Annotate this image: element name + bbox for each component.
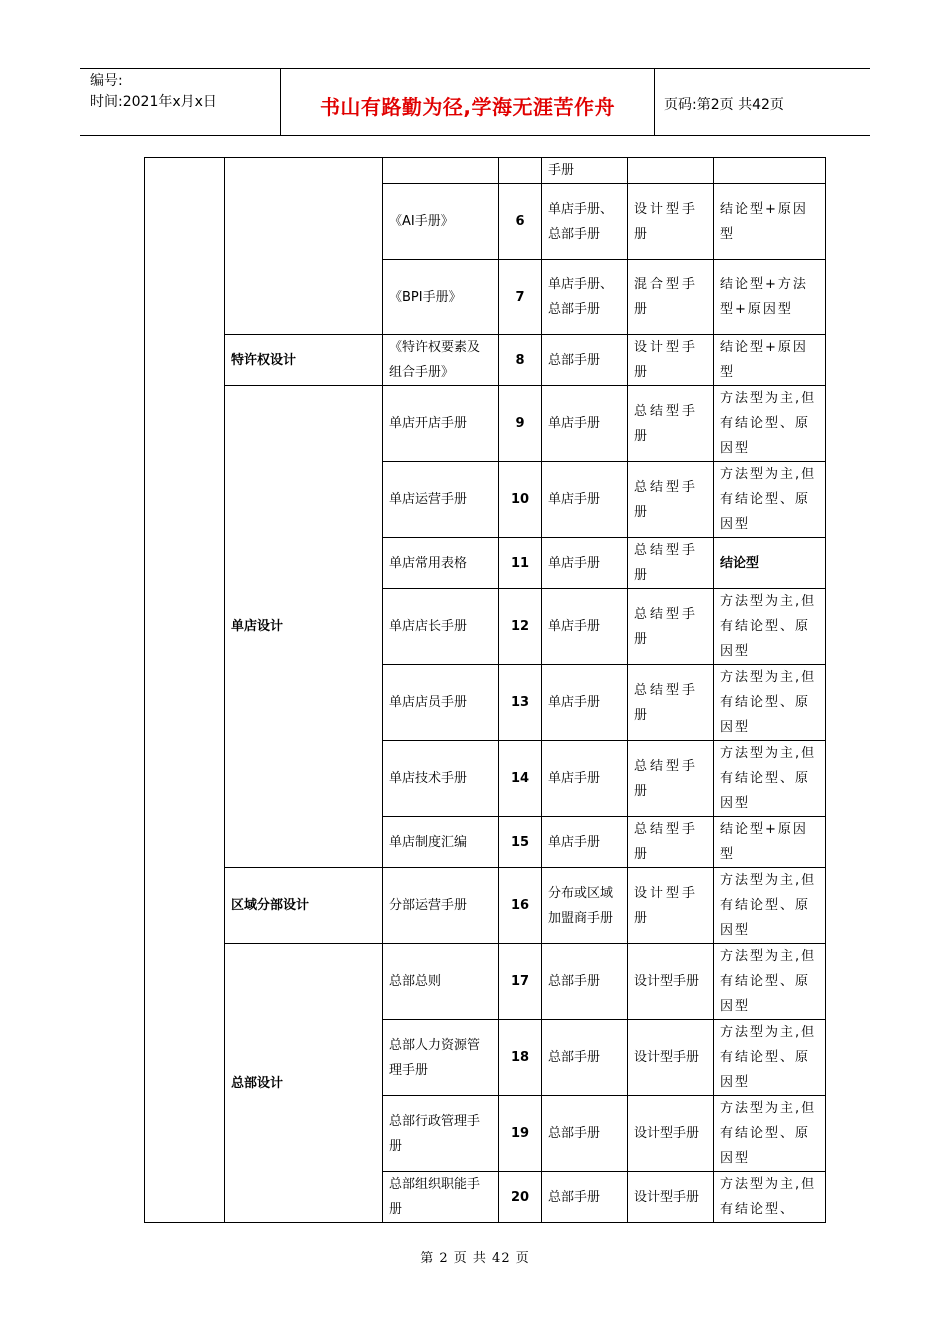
manual-number-cell: 6 [499,184,542,260]
manual-number-cell: 12 [499,589,542,665]
manual-type-cell: 设计型手册 [628,184,714,260]
manual-type-cell: 总结型手册 [628,538,714,589]
manual-type-cell: 总结型手册 [628,741,714,817]
section-cell [225,158,383,335]
manual-name-cell: 单店店长手册 [383,589,499,665]
manual-style-cell: 结论型 [714,538,826,589]
manual-type-cell: 总结型手册 [628,386,714,462]
manual-name-cell: 单店开店手册 [383,386,499,462]
table-row [145,868,826,944]
manual-target-cell: 总部手册 [542,1096,628,1172]
manual-style-cell: 结论型+原因型 [714,335,826,386]
manual-table [144,157,826,1223]
manual-type-cell: 设计型手册 [628,1020,714,1096]
manual-name-cell: 总部总则 [383,944,499,1020]
page-footer: 第 2 页 共 42 页 [420,1251,530,1266]
manual-target-cell: 分布或区域加盟商手册 [542,868,628,944]
manual-number-cell: 19 [499,1096,542,1172]
manual-number-cell: 18 [499,1020,542,1096]
manual-name-cell [383,158,499,184]
manual-name-cell: 《BPI手册》 [383,260,499,335]
manual-number-cell: 9 [499,386,542,462]
manual-style-cell: 方法型为主,但有结论型、原因型 [714,665,826,741]
manual-style-cell: 方法型为主,但有结论型、原因型 [714,462,826,538]
manual-target-cell: 单店手册 [542,817,628,868]
table-row [145,944,826,1020]
manual-style-cell: 方法型为主,但有结论型、 [714,1172,826,1223]
manual-name-cell: 《AI手册》 [383,184,499,260]
manual-type-cell: 总结型手册 [628,665,714,741]
manual-target-cell: 总部手册 [542,1020,628,1096]
manual-style-cell: 结论型+原因型 [714,184,826,260]
header-slogan: 书山有路勤为径,学海无涯苦作舟 [319,95,616,119]
section-regional: 区域分部设计 [225,868,383,944]
section-single-store: 单店设计 [225,386,383,868]
manual-type-cell: 总结型手册 [628,817,714,868]
manual-name-cell: 《特许权要素及组合手册》 [383,335,499,386]
manual-type-cell: 混合型手册 [628,260,714,335]
manual-target-cell: 单店手册 [542,386,628,462]
manual-target-cell: 总部手册 [542,1172,628,1223]
manual-target-cell: 手册 [542,158,628,184]
manual-target-cell: 单店手册 [542,741,628,817]
manual-target-cell: 总部手册 [542,944,628,1020]
manual-number-cell: 16 [499,868,542,944]
manual-style-cell: 方法型为主,但有结论型、原因型 [714,1020,826,1096]
manual-style-cell: 方法型为主,但有结论型、原因型 [714,944,826,1020]
manual-target-cell: 单店手册 [542,462,628,538]
manual-name-cell: 单店常用表格 [383,538,499,589]
manual-style-cell: 方法型为主,但有结论型、原因型 [714,589,826,665]
manual-type-cell: 总结型手册 [628,589,714,665]
manual-name-cell: 总部组织职能手册 [383,1172,499,1223]
manual-name-cell: 总部人力资源管理手册 [383,1020,499,1096]
manual-type-cell: 设计型手册 [628,1172,714,1223]
manual-number-cell: 17 [499,944,542,1020]
header-page-number: 页码:第2页 共42页 [664,97,784,113]
manual-number-cell: 10 [499,462,542,538]
manual-number-cell: 15 [499,817,542,868]
manual-type-cell: 设计型手册 [628,335,714,386]
manual-style-cell [714,158,826,184]
manual-target-cell: 单店手册 [542,665,628,741]
manual-number-cell: 20 [499,1172,542,1223]
manual-style-cell: 方法型为主,但有结论型、原因型 [714,1096,826,1172]
table-row [145,335,826,386]
category-cell [145,158,225,1223]
manual-style-cell: 结论型+方法型+原因型 [714,260,826,335]
manual-type-cell: 设计型手册 [628,868,714,944]
manual-name-cell: 单店运营手册 [383,462,499,538]
document-time-label: 时间:2021年x月x日 [90,94,217,110]
manual-number-cell: 11 [499,538,542,589]
manual-name-cell: 单店技术手册 [383,741,499,817]
manual-name-cell: 单店制度汇编 [383,817,499,868]
manual-name-cell: 总部行政管理手册 [383,1096,499,1172]
manual-type-cell: 总结型手册 [628,462,714,538]
manual-name-cell: 单店店员手册 [383,665,499,741]
page-header [80,68,870,136]
manual-style-cell: 方法型为主,但有结论型、原因型 [714,741,826,817]
manual-type-cell: 设计型手册 [628,1096,714,1172]
header-meta [90,71,217,113]
manual-number-cell: 14 [499,741,542,817]
document-number-label: 编号: [90,73,123,89]
table-row [145,158,826,184]
manual-style-cell: 方法型为主,但有结论型、原因型 [714,868,826,944]
manual-target-cell: 单店手册、总部手册 [542,260,628,335]
manual-type-cell: 设计型手册 [628,944,714,1020]
manual-style-cell: 结论型+原因型 [714,817,826,868]
manual-number-cell [499,158,542,184]
manual-target-cell: 总部手册 [542,335,628,386]
table-row [145,386,826,462]
section-franchise: 特许权设计 [225,335,383,386]
manual-number-cell: 7 [499,260,542,335]
manual-type-cell [628,158,714,184]
manual-number-cell: 13 [499,665,542,741]
manual-target-cell: 单店手册 [542,589,628,665]
section-hq: 总部设计 [225,944,383,1223]
manual-number-cell: 8 [499,335,542,386]
manual-target-cell: 单店手册 [542,538,628,589]
manual-style-cell: 方法型为主,但有结论型、原因型 [714,386,826,462]
manual-name-cell: 分部运营手册 [383,868,499,944]
header-divider [654,69,655,135]
manual-target-cell: 单店手册、总部手册 [542,184,628,260]
